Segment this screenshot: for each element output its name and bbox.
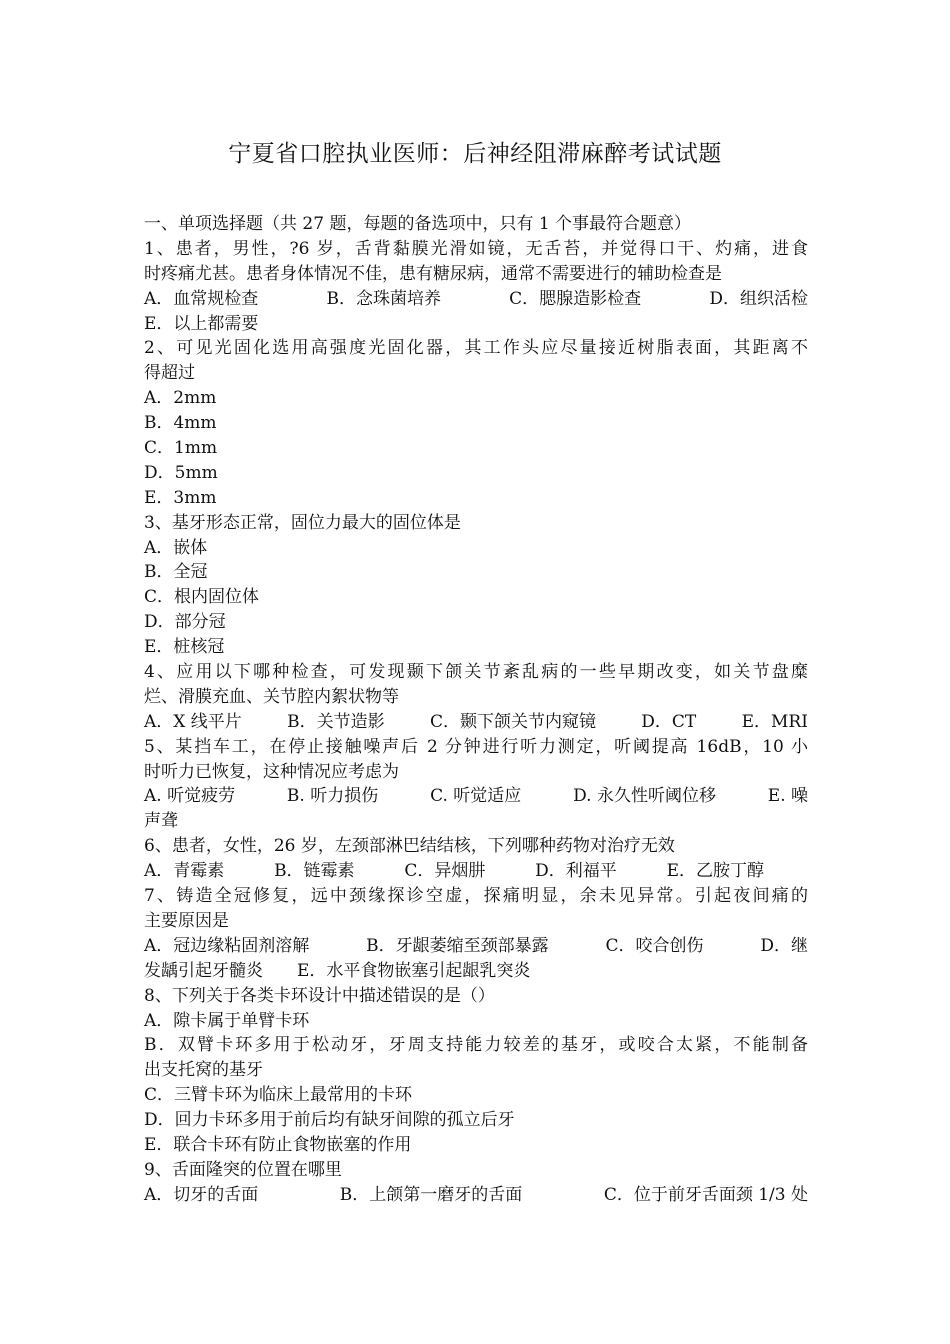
- section-header: 一、单项选择题（共 27 题，每题的备选项中，只有 1 个事最符合题意）: [144, 214, 692, 234]
- question-1-text-cont: 时疼痛尤甚。患者身体情况不佳，患有糖尿病，通常不需要进行的辅助检查是: [144, 263, 722, 284]
- option-c: C．1mm: [144, 438, 218, 459]
- option-e: E．乙胺丁醇: [666, 861, 764, 882]
- question-9-text: 9、舌面隆突的位置在哪里: [144, 1159, 342, 1180]
- option-c: C．咬合创伤: [605, 935, 704, 956]
- option-c: C．异烟肼: [404, 861, 486, 882]
- option-a: A．隙卡属于单臂卡环: [144, 1010, 310, 1031]
- option-a: A．切牙的舌面: [144, 1184, 259, 1205]
- option-b: B．念珠菌培养: [326, 288, 441, 309]
- option-d: D．组织活检: [709, 288, 808, 309]
- option-b: B．4mm: [144, 413, 217, 434]
- option-d: D．5mm: [144, 462, 218, 483]
- question-2-text-cont: 得超过: [144, 363, 195, 384]
- question-7-text: 7、铸造全冠修复，远中颈缘探诊空虚，探痛明显，余未见异常。引起夜间痛的: [144, 886, 808, 907]
- option-d: D．回力卡环多用于前后均有缺牙间隙的孤立后牙: [144, 1110, 515, 1131]
- option-b: B．全冠: [144, 562, 208, 583]
- question-5-options: [144, 784, 808, 809]
- option-c: C．腮腺造影检查: [509, 288, 642, 309]
- question-4-options: [144, 710, 808, 735]
- option-a: A．青霉素: [144, 861, 225, 882]
- option-e: E．联合卡环有防止食物嵌塞的作用: [144, 1134, 412, 1155]
- question-7-options-cont: 发龋引起牙髓炎 E．水平食物嵌塞引起龈乳突炎: [144, 960, 531, 981]
- option-d: D．部分冠: [144, 612, 226, 633]
- option-a: A．2mm: [144, 388, 217, 409]
- option-b-cont: 出支托窝的基牙: [144, 1060, 263, 1081]
- question-7-text-cont: 主要原因是: [144, 910, 229, 931]
- option-a: A．X 线平片: [144, 711, 242, 732]
- option-b: B．链霉素: [274, 861, 355, 882]
- question-7-options: [144, 934, 808, 959]
- option-a: A．冠边缘粘固剂溶解: [144, 935, 310, 956]
- document-body: [144, 212, 808, 1208]
- option-b: B．牙龈萎缩至颈部暴露: [366, 935, 549, 956]
- option-c: C．三臂卡环为临床上最常用的卡环: [144, 1085, 413, 1106]
- option-c: C．根内固位体: [144, 587, 260, 608]
- option-a: A．血常规检查: [144, 288, 259, 309]
- question-6-text: 6、患者，女性，26 岁，左颈部淋巴结结核，下列哪种药物对治疗无效: [144, 836, 675, 857]
- question-1-text: 1、患者，男性，?6 岁，舌背黏膜光滑如镜，无舌苔，并觉得口干、灼痛，进食: [144, 238, 808, 259]
- option-a: A. 听觉疲劳: [144, 786, 236, 807]
- option-c: C．位于前牙舌面颈 1/3 处: [603, 1184, 808, 1205]
- option-d: D. 永久性听阈位移: [573, 786, 716, 807]
- question-5-text-cont: 时听力已恢复，这种情况应考虑为: [144, 761, 399, 782]
- question-9-options: [144, 1183, 808, 1208]
- question-1-options: [144, 287, 808, 312]
- option-b: B．关节造影: [287, 711, 385, 732]
- question-2-text: 2、可见光固化选用高强度光固化器，其工作头应尽量接近树脂表面，其距离不: [144, 338, 808, 359]
- option-e: E．桩核冠: [144, 637, 225, 658]
- option-d: D．继: [760, 935, 808, 956]
- option-d: D．CT: [641, 711, 697, 732]
- question-4-text: 4、应用以下哪种检查，可发现颞下颌关节紊乱病的一些早期改变，如关节盘糜: [144, 662, 808, 683]
- option-b: B. 听力损伤: [286, 786, 379, 807]
- question-5-options-cont: 声聋: [144, 811, 178, 832]
- option-c: C．颞下颌关节内窥镜: [429, 711, 596, 732]
- question-6-options: [144, 859, 764, 884]
- option-e: E．MRI: [741, 711, 808, 732]
- option-d: D．利福平: [535, 861, 617, 882]
- option-b: B．上颌第一磨牙的舌面: [339, 1184, 523, 1205]
- option-e: E．3mm: [144, 487, 217, 508]
- option-e: E．以上都需要: [144, 313, 259, 334]
- document-title: 宁夏省口腔执业医师：后神经阻滞麻醉考试试题: [228, 141, 722, 167]
- question-5-text: 5、某挡车工，在停止接触噪声后 2 分钟进行听力测定，听阈提高 16dB，10 小: [144, 736, 808, 757]
- question-4-text-cont: 烂、滑膜充血、关节腔内絮状物等: [144, 686, 399, 707]
- option-a: A．嵌体: [144, 537, 208, 558]
- question-8-text: 8、下列关于各类卡环设计中描述错误的是（）: [144, 985, 495, 1006]
- option-c: C. 听觉适应: [430, 786, 522, 807]
- option-e: E. 噪: [767, 786, 808, 807]
- option-b: B．双臂卡环多用于松动牙，牙周支持能力较差的基牙，或咬合太紧，不能制备: [144, 1035, 808, 1056]
- question-3-text: 3、基牙形态正常，固位力最大的固位体是: [144, 512, 461, 533]
